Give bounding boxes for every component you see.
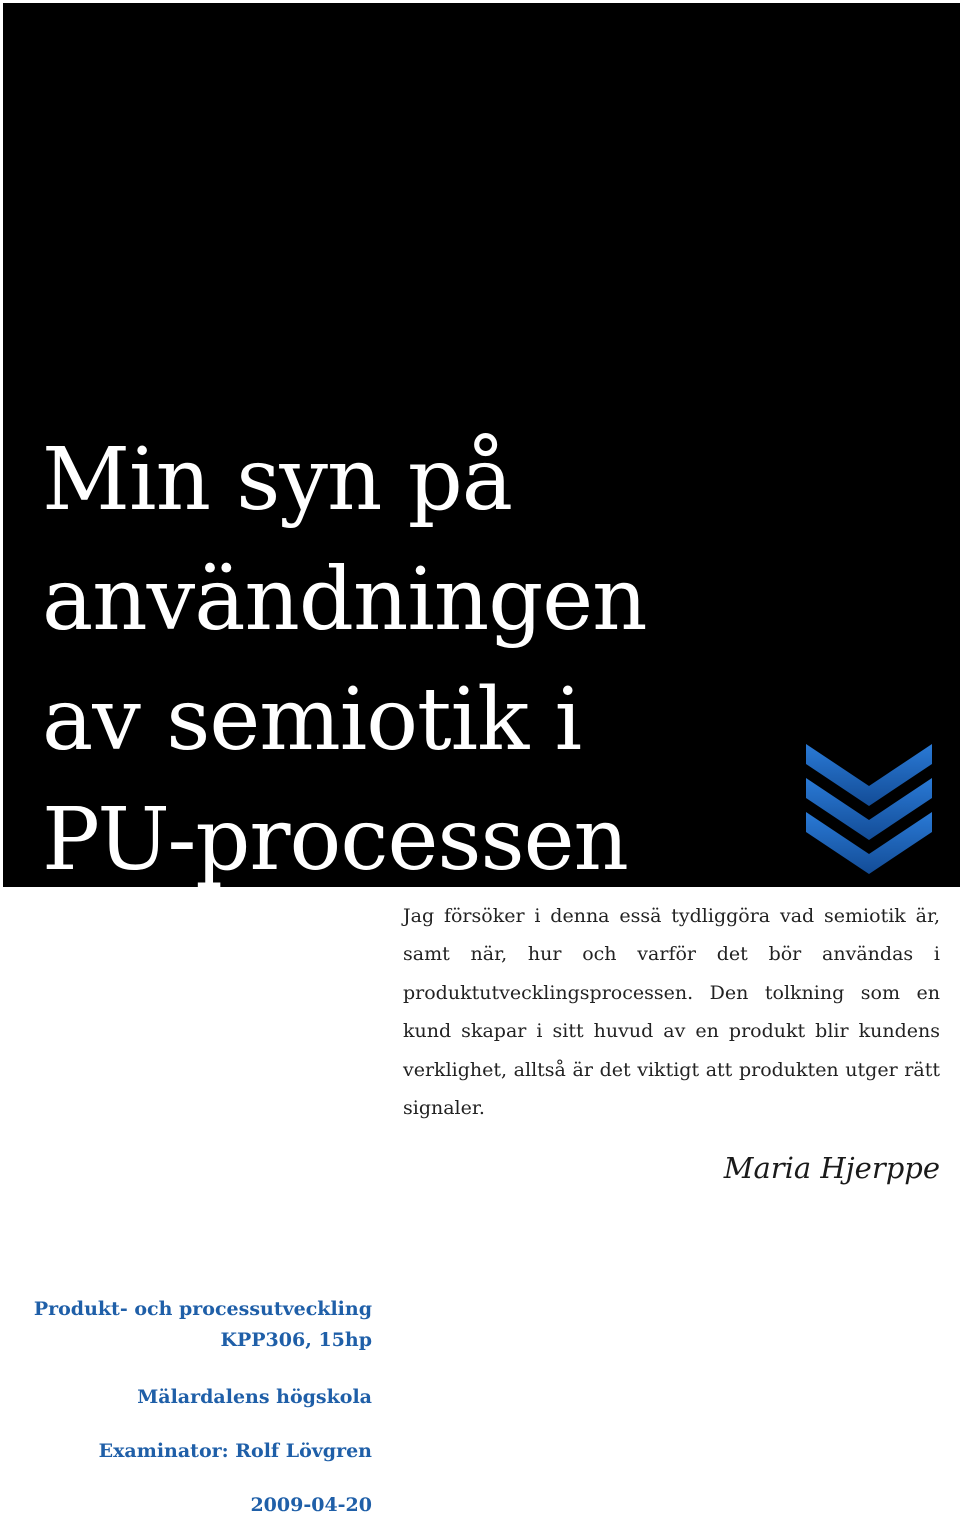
course-code: KPP306, 15hp bbox=[220, 1329, 372, 1351]
title-line-2: användningen bbox=[42, 550, 647, 650]
examiner: Examinator: Rolf Lövgren bbox=[98, 1440, 372, 1462]
course-name: Produkt- och processutveckling bbox=[33, 1298, 372, 1320]
school-name: Mälardalens högskola bbox=[137, 1386, 372, 1408]
document-title bbox=[42, 420, 647, 900]
author-name: Maria Hjerppe bbox=[723, 1151, 940, 1185]
title-line-3: av semiotik i bbox=[42, 670, 582, 770]
title-line-4: PU-processen bbox=[42, 790, 628, 890]
abstract-text: Jag försöker i denna essä tydliggöra vad semiotik är, samt när, hur och varför det bör användas i produktutvecklingsprocessen. Den tolkning som en kund skapar i sitt huvud av en produkt blir kundens verklighet, alltså är det viktigt att produkten utger rätt signaler. bbox=[403, 905, 940, 1120]
triple-chevron-down-icon bbox=[804, 740, 934, 878]
title-line-1: Min syn på bbox=[42, 430, 513, 530]
date: 2009-04-20 bbox=[250, 1494, 372, 1516]
